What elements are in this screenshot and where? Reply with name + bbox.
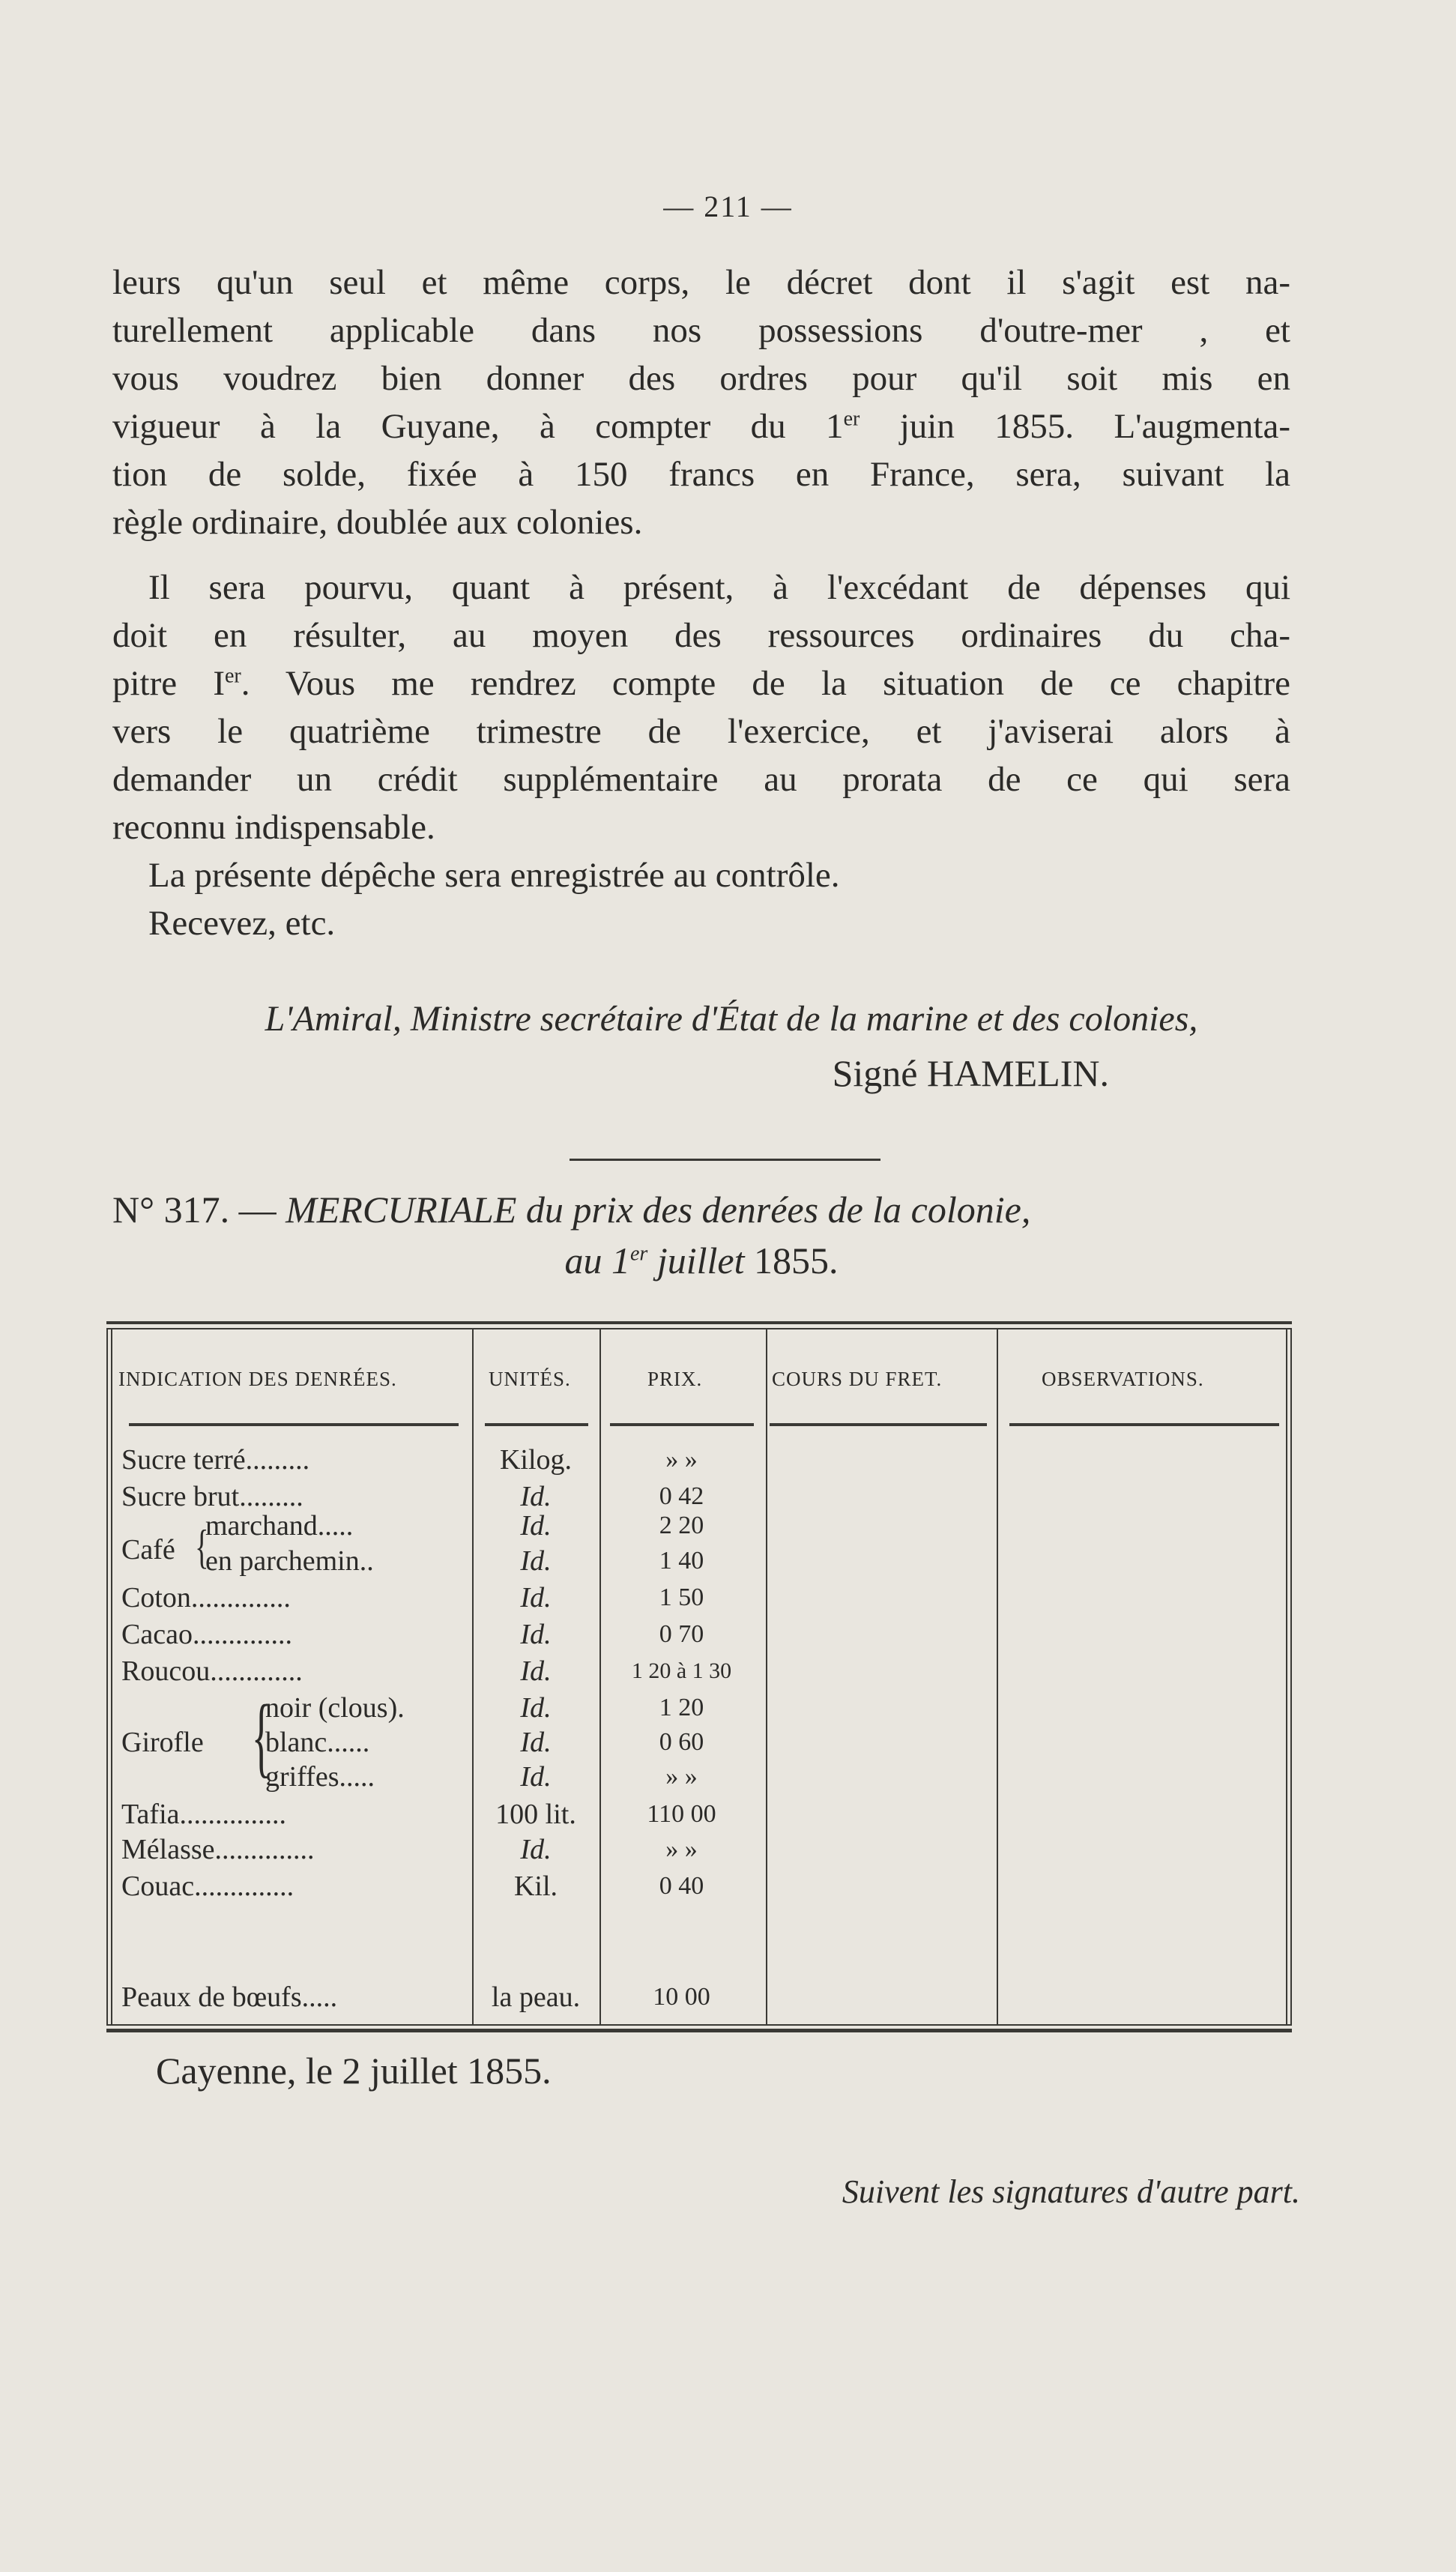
column-header-fret: COURS DU FRET. xyxy=(772,1368,943,1390)
table-row: Couac.............. Kil. 0 40 xyxy=(121,1871,704,1902)
signature-name: Signé HAMELIN. xyxy=(832,1052,1109,1094)
column-header-denrees: INDICATION DES DENRÉES. xyxy=(118,1368,397,1390)
page-number: — 211 — xyxy=(663,190,793,223)
table-row: Peaux de bœufs..... la peau. 10 00 xyxy=(121,1981,710,2013)
text-line: tion de solde, fixée à 150 francs en France, sera, suivant la xyxy=(112,455,1290,494)
table-row: griffes..... Id. » » xyxy=(265,1761,698,1793)
table-row: en parchemin.. Id. 1 40 xyxy=(205,1545,704,1577)
decree-heading: MERCURIALE du prix des denrées de la colonie, xyxy=(286,1189,1031,1231)
text-line: Recevez, etc. xyxy=(148,904,336,943)
text-line: vigueur à la Guyane, à compter du 1er juin 1855. L'augmenta- xyxy=(112,407,1290,446)
text-line: vous voudrez bien donner des ordres pour qu'il soit mis en xyxy=(112,359,1290,398)
column-header-prix: PRIX. xyxy=(647,1368,703,1390)
text-line: reconnu indispensable. xyxy=(112,808,435,847)
text-line: pitre Ier. Vous me rendrez compte de la situation de ce chapitre xyxy=(112,664,1290,703)
text-line: règle ordinaire, doublée aux colonies. xyxy=(112,503,643,542)
text-line: leurs qu'un seul et même corps, le décret dont il s'agit est na- xyxy=(112,263,1290,302)
brace-icon: { xyxy=(251,1686,271,1786)
decree-title: N° 317. — MERCURIALE du prix des denrées de la colonie, au 1er juillet 1855. xyxy=(112,1189,1031,1282)
table-row: Coton.............. Id. 1 50 xyxy=(121,1582,704,1613)
text-line: La présente dépêche sera enregistrée au contrôle. xyxy=(148,856,840,895)
paragraph-1 xyxy=(112,259,1290,546)
table-row: Sucre brut......... Id. 0 42 xyxy=(121,1481,704,1512)
group-label-girofle: Girofle xyxy=(121,1727,204,1758)
table-row: marchand..... Id. 2 20 xyxy=(205,1510,704,1542)
paragraph-2 xyxy=(112,564,1290,947)
section-divider xyxy=(570,1159,880,1161)
brace-icon: { xyxy=(195,1520,209,1573)
text-line: vers le quatrième trimestre de l'exercice, et j'aviserai alors à xyxy=(112,712,1290,751)
closing-place-date: Cayenne, le 2 juillet 1855. xyxy=(156,2050,552,2092)
text-line: demander un crédit supplémentaire au prorata de ce qui sera xyxy=(112,760,1290,799)
signature-title: L'Amiral, Ministre secrétaire d'État de la marine et des colonies, xyxy=(265,999,1198,1039)
group-label-cafe: Café xyxy=(121,1534,175,1566)
table-row: noir (clous). Id. 1 20 xyxy=(265,1692,704,1724)
table-row: Tafia............... 100 lit. 110 00 xyxy=(121,1799,716,1830)
text-line: Il sera pourvu, quant à présent, à l'excédant de dépenses qui xyxy=(148,568,1290,607)
column-header-observations: OBSERVATIONS. xyxy=(1042,1368,1204,1390)
table-row: blanc...... Id. 0 60 xyxy=(265,1727,704,1758)
table-row: Sucre terré......... Kilog. » » xyxy=(121,1444,698,1476)
price-table xyxy=(106,1321,1292,2041)
column-header-unites: UNITÉS. xyxy=(489,1368,571,1390)
table-row: Cacao.............. Id. 0 70 xyxy=(121,1619,704,1650)
decree-number: N° 317. xyxy=(112,1189,230,1231)
table-row: Roucou............. Id. 1 20 à 1 30 xyxy=(121,1655,732,1687)
text-line: turellement applicable dans nos possessions d'outre-mer , et xyxy=(112,311,1290,350)
table-row: Mélasse.............. Id. » » xyxy=(121,1834,698,1865)
closing-signatures-note: Suivent les signatures d'autre part. xyxy=(842,2173,1300,2210)
text-line: doit en résulter, au moyen des ressources ordinaires du cha- xyxy=(112,616,1290,655)
